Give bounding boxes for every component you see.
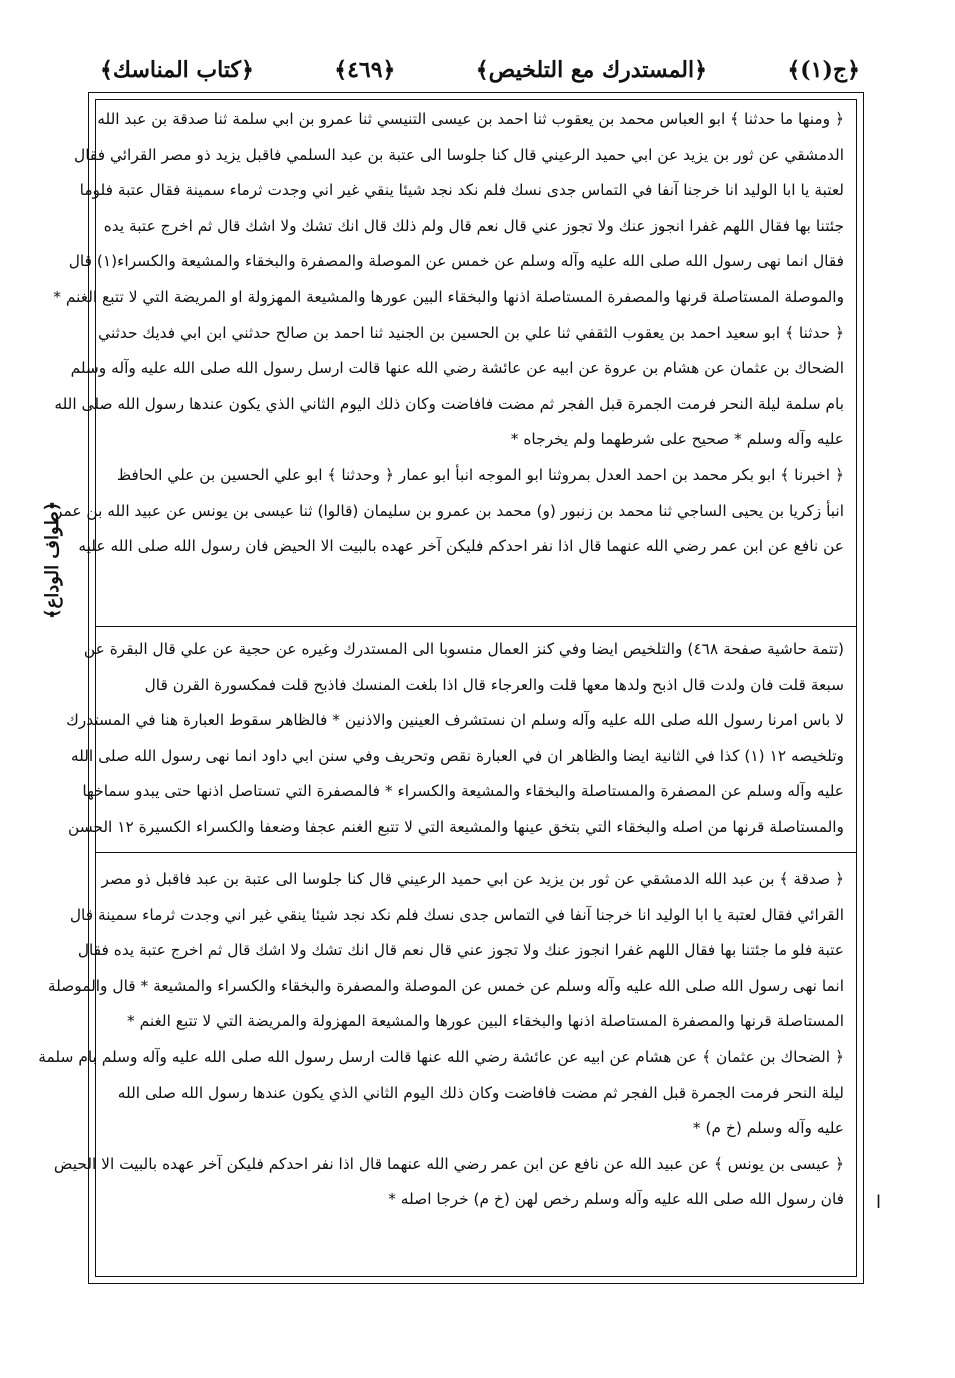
footnote-divider — [96, 626, 856, 627]
summary-line: عليه وآله وسلم (خ م) * — [692, 1119, 844, 1138]
footnote-line: وتلخيصه ١٢ (١) كذا في الثانية ايضا والظاهر ان في العبارة نقص وتحريف وفي سنن ابي داود انما نهى رسول الله صلى الله — [70, 746, 844, 765]
summary-line: فان رسول الله صلى الله عليه وآله وسلم رخص لهن (خ م) خرجا اصله * — [388, 1190, 844, 1209]
volume-label: ﴿ج(١)﴾ — [787, 57, 860, 83]
book-title: ﴿المستدرك مع التلخيص﴾ — [475, 57, 707, 83]
text-line: ﴿ اخبرنا ﴾ ابو بكر محمد بن احمد العدل بمروثنا ابو الموجه انبأ ابو عمار ﴿ وحدثنا ﴾ ابو علي الحسين بن علي الحافظ — [116, 465, 844, 484]
footnote-line: عليه وآله وسلم عن المصفرة والمستاصلة والبخقاء والمشيعة والكسراء * فالمصفرة التي تستاصل اذنها حتى يبدو سماخها — [82, 782, 844, 801]
footnote-line: سبعة قلت فان ولدت قال اذبح ولدها معها قلت والعرجاء قال اذا بلغت المنسك فاذبح قلت فمكسورة القرن قال — [144, 675, 844, 694]
text-line: ﴿ ومنها ما حدثنا ﴾ ابو العباس محمد بن يعقوب ثنا احمد بن عيسى التنيسي ثنا عمرو بن ابي سلمة ثنا صدقة بن عبد الله — [97, 110, 844, 128]
summary-line: ﴿ الضحاك بن عثمان ﴾ عن هشام عن ابيه عن عائشة رضي الله عنها قالت ارسل رسول الله صلى الله عليه وآله وسلم بام سلمة — [38, 1047, 844, 1066]
summary-line: ﴿ صدقة ﴾ بن عبد الله الدمشقي عن ثور بن يزيد عن ابي حميد الرعيني قال كنا جلوسا الى عتبة بن عبد فاقبل ذو مصر — [101, 870, 844, 888]
summary-line: ﴿ عيسى بن يونس ﴾ عن عبيد الله عن نافع عن ابن عمر رضي الله عنهما قال اذا نفر احدكم فليكن آخر عهده بالبيت الا الحيض — [53, 1154, 844, 1173]
summary-line: المستاصلة قرنها والمصفرة المستاصلة اذنها والبخقاء البين عورها والمشيعة المهزولة والمريضة التي لا تتبع الغنم * — [127, 1012, 844, 1031]
side-note: ﴿طواف الوداع﴾ — [42, 500, 63, 620]
section-title: ﴿كتاب المناسك﴾ — [100, 57, 254, 83]
text-line: عليه وآله وسلم * صحيح على شرطهما ولم يخرجاه * — [510, 430, 844, 449]
footnote-line: (تتمة حاشية صفحة ٤٦٨) والتلخيص ايضا وفي كنز العمال منسوبا الى المستدرك وغيره عن حجية عن علي قال البقرة عن — [83, 640, 844, 658]
footnote-text — [66, 632, 844, 846]
summary-divider — [96, 852, 856, 853]
margin-mark: ا — [876, 1192, 882, 1213]
summary-line: القرائي فقال لعتبة يا ابا الوليد انا خرجنا آنفا في التماس جدى نسك فلم نكد نجد شيئا ينقي غير اني وجدت ثرماء سمينة قال — [69, 905, 844, 924]
page-number: ﴿٤٦٩﴾ — [334, 57, 396, 83]
text-line: بام سلمة ليلة النحر فرمت الجمرة قبل الفجر ثم مضت فافاضت وكان ذلك اليوم الثاني الذي يكون عندها رسول الله صلى الله — [54, 394, 844, 413]
text-line: والموصلة المستاصلة قرنها والمصفرة المستاصلة اذنها والبخقاء البين عورها والمشيعة المهزولة او المريضة التي لا تتبع الغنم * — [53, 287, 844, 306]
text-line: لعتبة يا ابا الوليد انا خرجنا آنفا في التماس جدى نسك فلم نكد نجد شيئا ينقي غير اني وجدت ثرماء سمينة فقال عتبة فلوما — [79, 181, 844, 200]
text-line: عن نافع عن ابن عمر رضي الله عنهما قال اذا نفر احدكم فليكن آخر عهده بالبيت الا الحيض فان رسول الله صلى الله عليه — [78, 537, 844, 556]
summary-line: ليلة النحر فرمت الجمرة قبل الفجر ثم مضت فافاضت وكان ذلك اليوم الثاني الذي يكون عندها رسول الله صلى الله — [117, 1083, 844, 1102]
summary-text — [38, 862, 844, 1218]
text-line: الضحاك بن عثمان عن هشام بن عروة عن ابيه عن عائشة رضي الله عنها قالت ارسل رسول الله صلى الله عليه وآله وسلم — [70, 359, 844, 378]
summary-line: انما نهى رسول الله صلى الله عليه وآله وسلم عن خمس عن الموصلة والمصفرة والبخقاء والكسراء والمشيعة * قال والموصلة — [47, 976, 844, 995]
text-line: الدمشقي عن ثور بن يزيد عن ابي حميد الرعيني قال كنا جلوسا الى عتبة بن عبد السلمي فاقبل يزيد ذو مصر القرائي فقال — [74, 145, 844, 164]
page-header — [100, 50, 860, 90]
main-text — [53, 102, 844, 565]
footnote-line: والمستاصلة قرنها من اصله والبخقاء التي بتخق عينها والمشيعة التي لا تتبع الغنم عجفا وضعفا والكسراء الكسيرة ١٢ الحسن — [67, 817, 844, 836]
footnote-line: لا باس امرنا رسول الله صلى الله عليه وآله وسلم ان نستشرف العينين والاذنين * فالظاهر سقوط العبارة هنا في المستدرك — [66, 711, 844, 730]
text-line: انبأ زكريا بن يحيى الساجي ثنا محمد بن زنبور (و) محمد بن عمرو بن سليمان (قالوا) ثنا عيسى بن يونس عن عبيد الله بن عمر — [54, 501, 844, 520]
text-line: فقال انما نهى رسول الله صلى الله عليه وآله وسلم عن خمس عن الموصلة والمصفرة والبخقاء والمشيعة والكسراء(١) قال — [68, 252, 844, 271]
summary-line: عتبة فلو ما جئتنا بها فقال اللهم غفرا انجوز عنك ولا تجوز عني قال نعم قال انك تشك ولا اشك قال ثم اخرج عتبة يده فقال — [77, 941, 844, 960]
text-line: ﴿ حدثنا ﴾ ابو سعيد احمد بن يعقوب الثقفي ثنا علي بن الحسين بن الجنيد ثنا احمد بن صالح حدثني ابن ابي فديك حدثني — [98, 323, 844, 342]
text-line: جئتنا بها فقال اللهم غفرا انجوز عنك ولا تجوز عني قال نعم قال ولم ذلك قال انك تشك ولا اشك قال ثم اخرج عتبة يده — [103, 216, 844, 235]
